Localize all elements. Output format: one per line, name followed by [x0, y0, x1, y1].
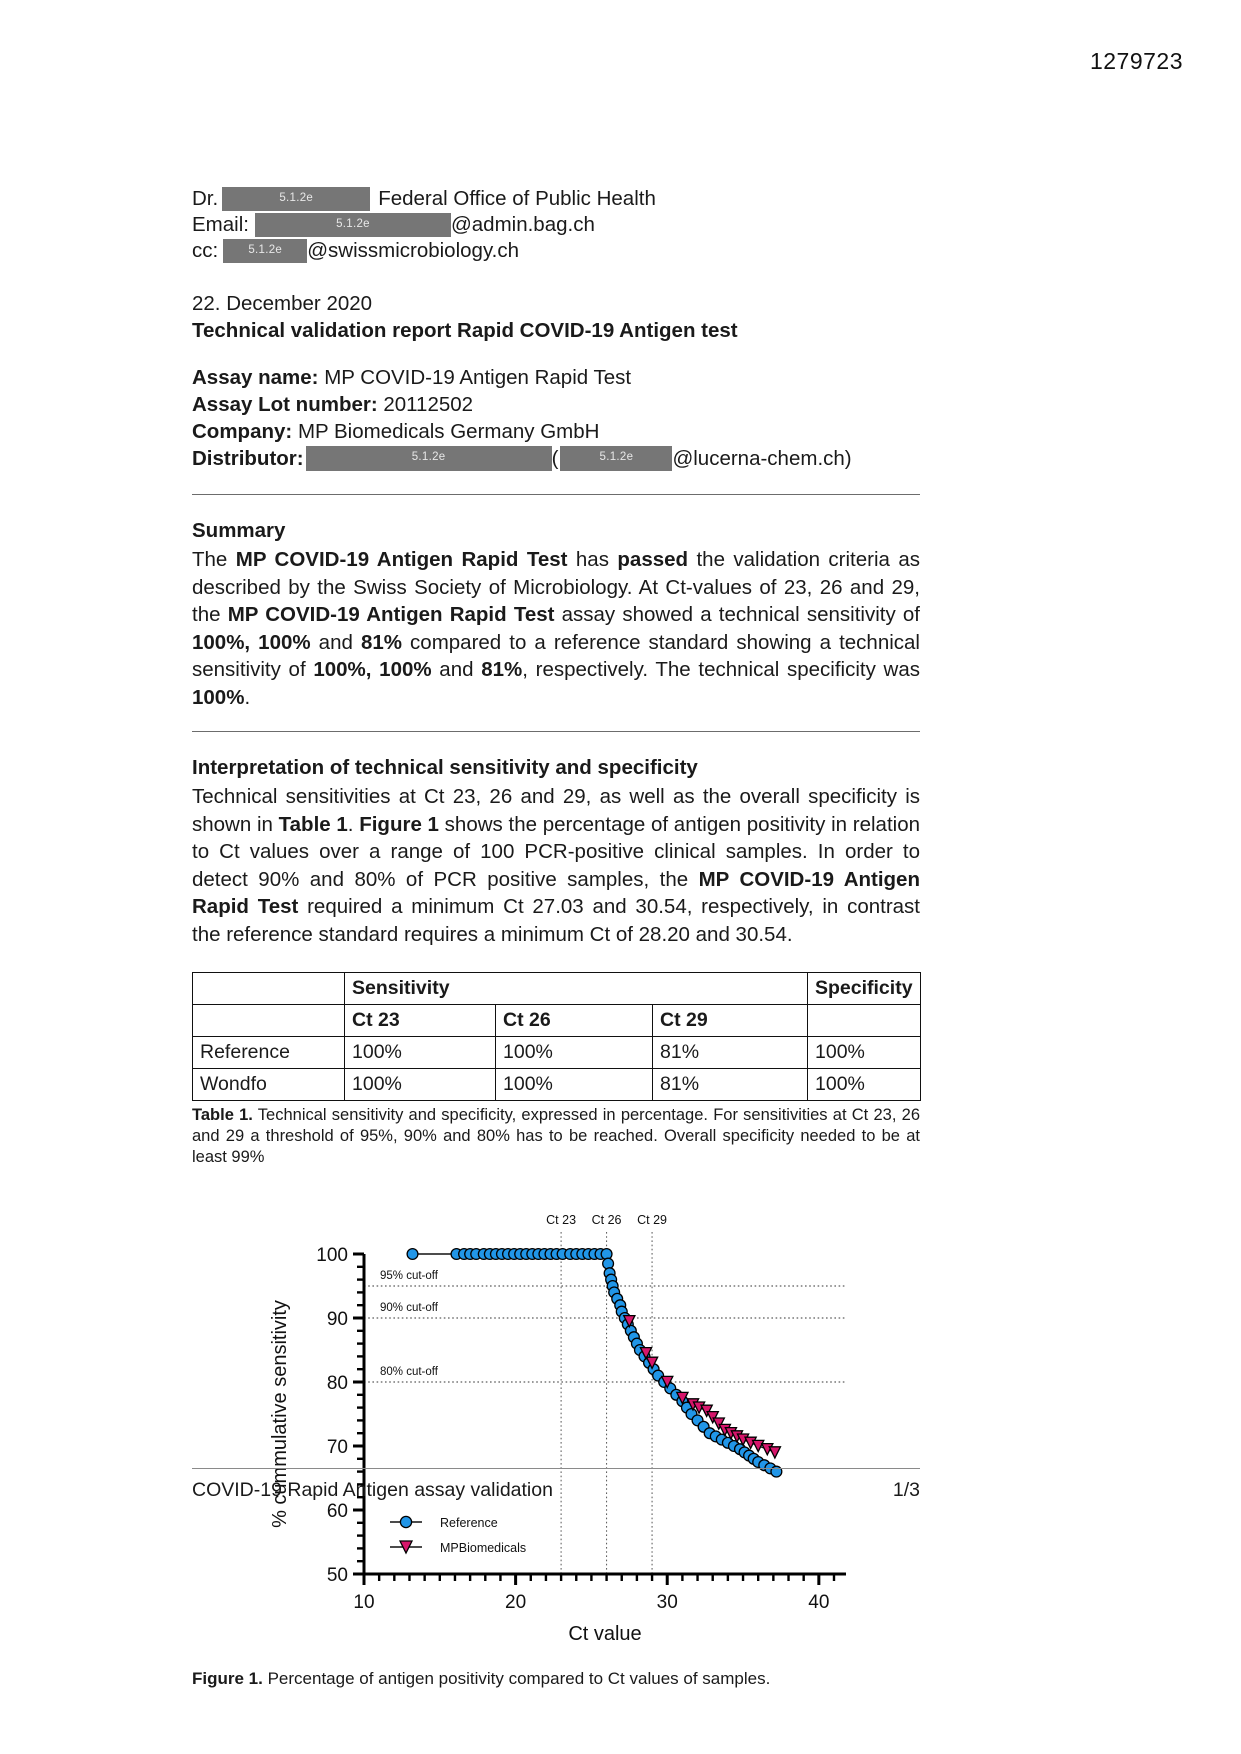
address-label-doctor: Dr. [192, 187, 219, 210]
address-label-email: Email: [192, 213, 249, 236]
table-header-sub-row [193, 1005, 921, 1037]
svg-text:90% cut-off: 90% cut-off [380, 1302, 438, 1314]
figure-caption-text: Percentage of antigen positivity compared to Ct values of samples. [262, 1669, 771, 1688]
table-header-specificity: Specificity [808, 973, 921, 1005]
divider-top [192, 494, 920, 495]
summary-t9: . [244, 685, 251, 709]
figure-caption [192, 1668, 920, 1690]
table-header-ct29: Ct 29 [653, 1005, 808, 1037]
assay-meta-block [192, 364, 920, 472]
assay-name-label: Assay name: [192, 366, 319, 389]
svg-text:Reference: Reference [440, 1516, 498, 1530]
redaction-box-cc: 5.1.2e [223, 239, 307, 264]
interp-t2: . [347, 812, 360, 836]
table-sub-corner-cell [193, 1005, 345, 1037]
interpretation-section [192, 754, 920, 948]
assay-lot-label: Assay Lot number: [192, 393, 378, 416]
table-cell-reference-ct26: 100% [496, 1037, 653, 1069]
table-caption-label: Table 1. [192, 1106, 253, 1124]
svg-text:Ct 23: Ct 23 [546, 1213, 577, 1227]
interpretation-heading: Interpretation of technical sensitivity and specificity [192, 756, 698, 779]
summary-t6: compared to a reference standard showing a technical sensitivity of [192, 630, 920, 681]
distributor-email-domain: @lucerna-chem.ch) [672, 447, 852, 470]
svg-text:60: 60 [326, 1501, 348, 1522]
summary-t2: has [567, 548, 618, 571]
address-block [192, 186, 920, 264]
assay-name-value: MP COVID-19 Antigen Rapid Test [324, 366, 632, 389]
sensitivity-specificity-table [192, 972, 921, 1101]
summary-b4: 100%, 100% [192, 630, 311, 654]
svg-text:40: 40 [808, 1592, 830, 1613]
distributor-paren-open: ( [551, 447, 559, 470]
footer-divider [192, 1468, 920, 1469]
summary-t1: The [192, 548, 236, 571]
svg-text:MPBiomedicals: MPBiomedicals [440, 1541, 527, 1555]
summary-b8: 100% [192, 685, 245, 709]
address-line-email [192, 212, 920, 238]
distributor-label: Distributor: [192, 447, 304, 470]
figure-caption-label: Figure 1. [192, 1669, 263, 1688]
summary-b6: 100%, 100% [313, 658, 432, 681]
table-cell-wondfo-ct26: 100% [496, 1069, 653, 1101]
table-header-ct23: Ct 23 [345, 1005, 496, 1037]
summary-section [192, 517, 920, 711]
svg-text:10: 10 [353, 1592, 375, 1613]
redaction-box-distributor-email: 5.1.2e [560, 446, 672, 471]
table-caption [192, 1105, 920, 1168]
address-line-cc [192, 238, 920, 264]
figure-container [192, 1192, 920, 1662]
interpretation-paragraph [192, 783, 920, 948]
svg-text:Ct value: Ct value [568, 1623, 642, 1645]
document-number: 1279723 [1089, 48, 1183, 74]
table-row [193, 1069, 921, 1101]
table-cell-wondfo-specificity: 100% [808, 1069, 921, 1101]
document-content [192, 186, 920, 1690]
table-cell-wondfo-ct29: 81% [653, 1069, 808, 1101]
summary-b2: passed [617, 548, 689, 571]
summary-b5: 81% [360, 630, 402, 654]
table-header-sensitivity: Sensitivity [345, 973, 808, 1005]
summary-t7: and [431, 658, 482, 681]
svg-text:95% cut-off: 95% cut-off [380, 1270, 438, 1282]
svg-text:80: 80 [326, 1373, 348, 1394]
table-cell-reference-ct23: 100% [345, 1037, 496, 1069]
table-cell-reference-ct29: 81% [653, 1037, 808, 1069]
cumulative-sensitivity-chart [256, 1192, 856, 1662]
summary-b1: MP COVID-19 Antigen Rapid Test [235, 548, 568, 571]
table-corner-cell [193, 973, 345, 1005]
address-email-domain: @admin.bag.ch [450, 213, 595, 236]
table-header-ct26: Ct 26 [496, 1005, 653, 1037]
table-row-label-wondfo: Wondfo [193, 1069, 345, 1101]
svg-text:Ct 29: Ct 29 [637, 1213, 668, 1227]
address-label-cc: cc: [192, 239, 219, 262]
interp-t1: Technical sensitivities at Ct 23, 26 and 29, as well as the overall specificity is shown in [192, 785, 920, 836]
summary-t3: the validation criteria as described by the Swiss Society of Microbiology. At Ct-values of 23, 26 and 29, the [192, 548, 921, 626]
table-caption-text: Technical sensitivity and specificity, expressed in percentage. For sensitivities at Ct 23, 26 and 29 a threshold of 95%, 90% and 80% has to be reached. Overall specificity needed to be at least 99% [192, 1106, 920, 1166]
svg-text:80% cut-off: 80% cut-off [380, 1366, 438, 1378]
assay-lot-value: 20112502 [383, 393, 474, 416]
summary-t8: , respectively. The technical specificity was [522, 658, 920, 681]
summary-b3: MP COVID-19 Antigen Rapid Test [227, 603, 555, 626]
svg-text:30: 30 [656, 1592, 678, 1613]
divider-middle [192, 731, 920, 732]
interp-b1: Table 1 [278, 812, 348, 836]
address-line-doctor [192, 186, 920, 212]
address-cc-domain: @swissmicrobiology.ch [307, 239, 520, 262]
interp-b2: Figure 1 [359, 812, 439, 836]
svg-text:Ct 26: Ct 26 [591, 1213, 622, 1227]
interp-b3: MP COVID-19 Antigen Rapid Test [192, 867, 920, 918]
document-date: 22. December 2020 [192, 292, 373, 315]
table-header-group-row [193, 973, 921, 1005]
table-row [193, 1037, 921, 1069]
footer-title: COVID-19 Rapid Antigen assay validation [192, 1479, 553, 1501]
company-value: MP Biomedicals Germany GmbH [297, 420, 600, 443]
interp-t3: shows the percentage of antigen positivity in relation to Ct values over a range of 100 PCR-positive clinical samples. In order to detect 90% and 80% of PCR positive samples, the [192, 812, 920, 891]
summary-paragraph [192, 546, 920, 711]
summary-t5: and [310, 630, 361, 654]
assay-name-line [192, 364, 920, 391]
table-row-label-reference: Reference [193, 1037, 345, 1069]
svg-text:100: 100 [316, 1245, 348, 1266]
report-title: Technical validation report Rapid COVID-19 Antigen test [192, 319, 738, 342]
table-cell-reference-specificity: 100% [808, 1037, 921, 1069]
redaction-box-email: 5.1.2e [255, 213, 451, 238]
company-label: Company: [192, 420, 293, 443]
interp-t4: required a minimum Ct 27.03 and 30.54, respectively, in contrast the reference standard requires a minimum Ct of 28.20 and 30.54. [192, 895, 920, 946]
assay-lot-line [192, 391, 920, 418]
footer-page-number: 1/3 [892, 1479, 920, 1501]
svg-text:50: 50 [326, 1565, 348, 1586]
svg-text:20: 20 [505, 1592, 527, 1613]
company-line [192, 418, 920, 445]
svg-text:90: 90 [326, 1309, 348, 1330]
summary-b7: 81% [481, 658, 523, 681]
svg-text:% cummulative sensitivity: % cummulative sensitivity [269, 1300, 291, 1528]
svg-text:70: 70 [326, 1437, 348, 1458]
redaction-box-distributor-name: 5.1.2e [306, 446, 552, 471]
redaction-box-doctor: 5.1.2e [222, 187, 370, 212]
distributor-line [192, 445, 920, 472]
page-footer [192, 1468, 920, 1502]
address-organization: Federal Office of Public Health [378, 187, 656, 210]
summary-t4: assay showed a technical sensitivity of [554, 603, 920, 626]
table-sub-spec-cell [808, 1005, 921, 1037]
table-cell-wondfo-ct23: 100% [345, 1069, 496, 1101]
summary-heading: Summary [192, 519, 286, 542]
